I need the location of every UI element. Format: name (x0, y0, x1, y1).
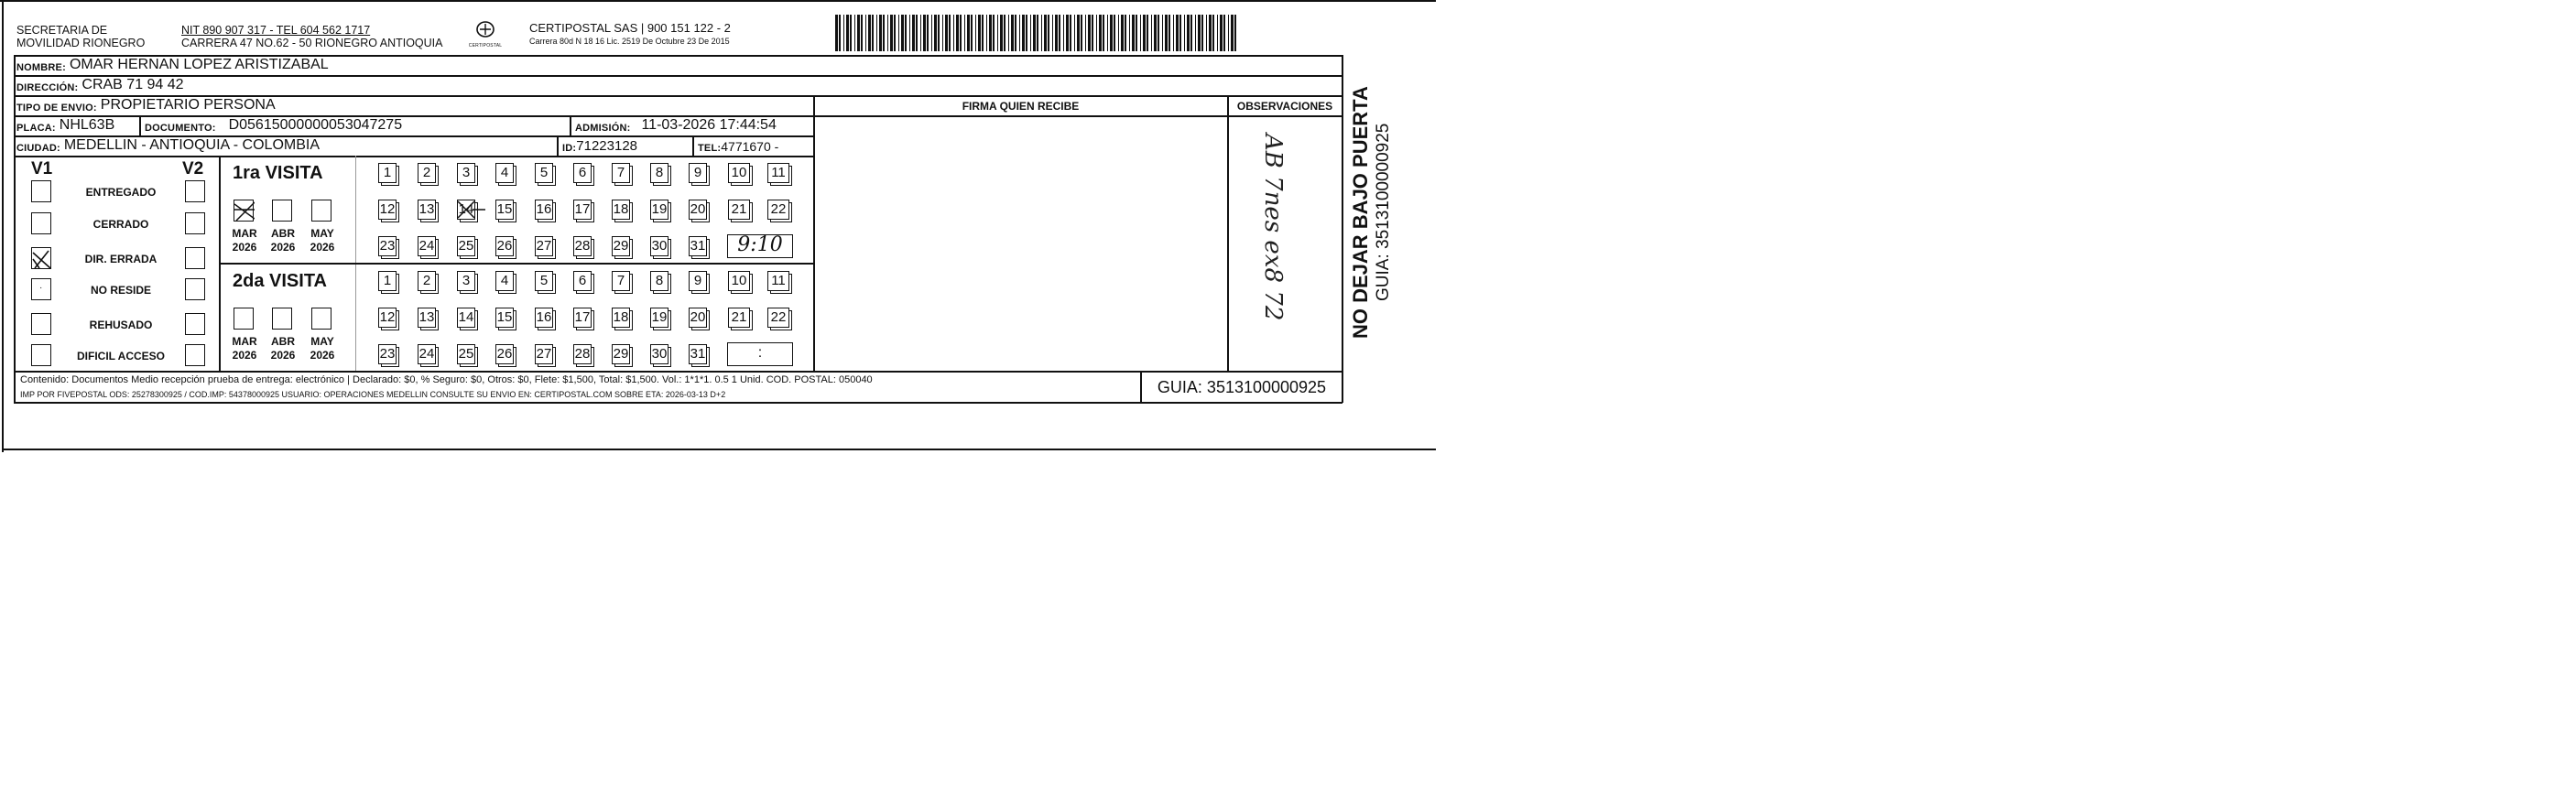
barcode-bar (1022, 15, 1025, 51)
day-box[interactable]: 24 (418, 344, 436, 364)
v2-checkbox[interactable] (185, 344, 205, 366)
day-box[interactable]: 3 (457, 271, 475, 291)
tel-value: 4771670 - (721, 139, 779, 154)
first-visit-title: 1ra VISITA (233, 163, 323, 183)
barcode-bar (1136, 15, 1137, 51)
v2-label: V2 (182, 159, 204, 178)
barcode-bar (912, 15, 915, 51)
admision-value: 11-03-2026 17:44:54 (641, 117, 777, 133)
barcode-bar (850, 15, 852, 51)
barcode-bar (1132, 15, 1135, 51)
barcode-bar (1048, 15, 1049, 51)
barcode-bar (890, 15, 893, 51)
barcode-bar (942, 15, 943, 51)
footer-guia-sep (1140, 371, 1142, 402)
barcode-bar (956, 15, 959, 51)
barcode-bar (1052, 15, 1053, 51)
barcode-bar (887, 15, 888, 51)
col-firma-left (813, 95, 815, 371)
day-box[interactable]: 25 (457, 344, 475, 364)
barcode-bar (1041, 15, 1042, 51)
day-box[interactable]: 20 (689, 200, 707, 220)
day-box[interactable]: 16 (535, 308, 553, 328)
month-checkbox[interactable] (272, 308, 292, 330)
check-mark-icon (32, 248, 52, 270)
row-line-1 (14, 75, 1342, 77)
barcode-bar (909, 15, 910, 51)
barcode-bar (1000, 15, 1003, 51)
barcode-bar (1085, 15, 1086, 51)
barcode-bar (971, 15, 973, 51)
barcode-bar (1055, 15, 1058, 51)
barcode-bar (1077, 15, 1080, 51)
admision-row (575, 117, 777, 134)
day-box[interactable]: 15 (495, 308, 514, 328)
company-info (529, 22, 731, 47)
ciudad-value: MEDELLIN - ANTIOQUIA - COLOMBIA (63, 137, 321, 153)
barcode-bar (894, 15, 896, 51)
barcode-bar (1074, 15, 1075, 51)
day-box[interactable]: 3 (457, 163, 475, 183)
barcode-bar (1195, 15, 1196, 51)
year-label: 2026 (310, 349, 335, 362)
barcode-bar (1015, 15, 1016, 51)
barcode-bar (1110, 15, 1113, 51)
table-bottom (14, 402, 1342, 404)
day-box[interactable]: 13 (418, 308, 436, 328)
id-row (562, 137, 637, 154)
day-box[interactable]: 10 (728, 271, 750, 291)
day-box[interactable]: 1 (378, 163, 397, 183)
certipostal-logo (465, 20, 505, 51)
barcode-bar (1081, 15, 1082, 51)
day-box[interactable]: 4 (495, 163, 514, 183)
barcode-bar (1147, 15, 1148, 51)
day-box[interactable]: 6 (573, 163, 592, 183)
barcode-bar (1033, 15, 1036, 51)
day-box[interactable]: 12 (378, 308, 397, 328)
frame-left (2, 0, 4, 452)
day-box[interactable]: 25 (457, 236, 475, 256)
day-box[interactable]: 18 (612, 200, 630, 220)
day-box[interactable]: 20 (689, 308, 707, 328)
day-box[interactable]: 5 (535, 163, 553, 183)
barcode-bar (1011, 15, 1014, 51)
v1-label: V1 (31, 159, 53, 178)
barcode-bar (1162, 15, 1163, 51)
barcode-bar (839, 15, 841, 51)
barcode-bar (1220, 15, 1223, 51)
day-box[interactable]: 28 (573, 236, 592, 256)
barcode-bar (898, 15, 899, 51)
tipo-label: TIPO DE ENVIO: (16, 103, 97, 114)
sep-tel (692, 135, 694, 156)
col-obs-left (1227, 95, 1229, 371)
sep-admision (570, 115, 571, 135)
status-label: DIFICIL ACCESO (76, 350, 165, 362)
ciudad-row (16, 137, 320, 154)
placa-row (16, 117, 114, 134)
barcode-bar (989, 15, 992, 51)
nombre-label: NOMBRE: (16, 62, 66, 73)
day-box[interactable]: 7 (612, 271, 630, 291)
barcode-bar (1030, 15, 1031, 51)
row-line-5 (14, 156, 813, 157)
barcode (835, 15, 1242, 51)
day-box[interactable]: 8 (650, 271, 668, 291)
admision-label: ADMISIÓN: (575, 123, 631, 134)
barcode-bar (1201, 15, 1203, 51)
day-box[interactable]: 27 (535, 236, 553, 256)
barcode-bar (854, 15, 855, 51)
year-label: 2026 (310, 241, 335, 254)
day-box[interactable]: 4 (495, 271, 514, 291)
tipo-row (16, 97, 276, 114)
barcode-bar (1231, 15, 1234, 51)
cross-mark-icon (234, 200, 255, 222)
barcode-bar (857, 15, 860, 51)
barcode-bar (1154, 15, 1157, 51)
org-line1: SECRETARIA DE (16, 24, 108, 37)
day-box[interactable]: 8 (650, 163, 668, 183)
side-guia: GUIA: 3513100000925 (1374, 123, 1393, 302)
day-box[interactable]: 11 (767, 271, 789, 291)
day-box[interactable]: 22 (767, 308, 789, 328)
year-label: 2026 (232, 349, 257, 362)
day-box[interactable]: 22 (767, 200, 789, 220)
id-value: 71223128 (576, 138, 638, 154)
barcode-bar (1212, 15, 1214, 51)
day-box[interactable]: 6 (573, 271, 592, 291)
year-label: 2026 (232, 241, 257, 254)
barcode-bar (1228, 15, 1229, 51)
v2-checkbox[interactable] (185, 180, 205, 202)
barcode-bar (927, 15, 929, 51)
status-label: REHUSADO (89, 319, 153, 331)
placa-label: PLACA: (16, 123, 56, 134)
barcode-bar (861, 15, 863, 51)
barcode-bar (982, 15, 984, 51)
address-line: CARRERA 47 NO.62 - 50 RIONEGRO ANTIOQUIA (181, 37, 443, 49)
tel-row (698, 137, 778, 154)
visit-divider (219, 263, 813, 265)
logo-icon (475, 20, 495, 38)
frame-bottom (2, 449, 1436, 450)
day-box[interactable]: 10 (728, 163, 750, 183)
documento-value: D05615000000053047275 (228, 117, 403, 133)
footer-guia: GUIA: 3513100000925 (1157, 378, 1327, 396)
day-box[interactable]: 17 (573, 200, 592, 220)
org-name (16, 24, 145, 49)
day-box[interactable]: 29 (612, 236, 630, 256)
v1-checkbox[interactable] (31, 180, 51, 202)
v1-checkbox[interactable] (31, 247, 51, 269)
time-box[interactable]: : (727, 342, 793, 366)
barcode-bar (916, 15, 918, 51)
barcode-bar (1107, 15, 1108, 51)
barcode-bar (1004, 15, 1005, 51)
day-box[interactable]: 28 (573, 344, 592, 364)
barcode-bar (1063, 15, 1064, 51)
row-line-header (813, 115, 1342, 117)
v1-checkbox[interactable] (31, 212, 51, 234)
barcode-bar (1165, 15, 1168, 51)
barcode-bar (876, 15, 877, 51)
day-box[interactable]: 24 (418, 236, 436, 256)
barcode-bar (978, 15, 981, 51)
dot-mark-icon: · (39, 283, 43, 293)
nombre-row (16, 57, 329, 73)
barcode-bar (1173, 15, 1174, 51)
barcode-bar (975, 15, 976, 51)
nombre-value: OMAR HERNAN LOPEZ ARISTIZABAL (69, 57, 329, 72)
tel-label: TEL: (698, 143, 722, 154)
day-box[interactable]: 21 (728, 200, 750, 220)
barcode-bar (865, 15, 866, 51)
license-line: Carrera 80d N 18 16 Lic. 2519 De Octubre 23 De 2015 (529, 37, 730, 46)
day-box[interactable]: 30 (650, 344, 668, 364)
barcode-bar (960, 15, 962, 51)
placa-value: NHL63B (59, 117, 115, 133)
barcode-bar (1066, 15, 1069, 51)
day-box[interactable]: 23 (378, 344, 397, 364)
v1-checkbox[interactable] (31, 313, 51, 335)
status-label: DIR. ERRADA (84, 253, 158, 265)
day-box[interactable]: 9 (689, 271, 707, 291)
barcode-bar (953, 15, 954, 51)
barcode-bar (1179, 15, 1181, 51)
barcode-bar (1176, 15, 1179, 51)
day-box[interactable]: 27 (535, 344, 553, 364)
day-box[interactable]: 29 (612, 344, 630, 364)
day-box[interactable]: 19 (650, 200, 668, 220)
footer-contenido: Contenido: Documentos Medio recepción prueba de entrega: electrónico | Declarado: $0, % Seguro: $0, Otros: $0, Flete: $1,500, Total: $1,500. Vol.: 1*1*1. 0.5 1 Unid. COD. POSTAL: 050040 (20, 374, 873, 385)
month-checkbox[interactable] (311, 308, 332, 330)
barcode-bar (997, 15, 998, 51)
month-label: MAR (232, 227, 257, 240)
barcode-bar (1190, 15, 1192, 51)
v1-checkbox[interactable] (31, 278, 51, 300)
table-left (14, 55, 16, 403)
year-label: 2026 (270, 349, 296, 362)
barcode-bar (1129, 15, 1130, 51)
month-label: ABR (271, 335, 295, 348)
month-checkbox[interactable] (234, 200, 254, 222)
day-box[interactable]: 11 (767, 163, 789, 183)
barcode-bar (905, 15, 907, 51)
barcode-bar (993, 15, 995, 51)
v2-checkbox[interactable] (185, 278, 205, 300)
sep-id (557, 135, 559, 156)
day-box[interactable]: 26 (495, 236, 514, 256)
barcode-bar (1092, 15, 1093, 51)
month-label: MAY (310, 227, 334, 240)
month-label: ABR (271, 227, 295, 240)
barcode-bar (931, 15, 932, 51)
barcode-bar (901, 15, 904, 51)
barcode-bar (1187, 15, 1190, 51)
day-box[interactable]: 14 (457, 308, 475, 328)
day-box[interactable]: 31 (689, 344, 707, 364)
barcode-bar (938, 15, 940, 51)
barcode-bar (1158, 15, 1159, 51)
day-box[interactable]: 2 (418, 163, 436, 183)
footer-imp: IMP POR FIVEPOSTAL ODS: 25278300925 / COD.IMP: 54378000925 USUARIO: OPERACIONES MEDELLIN CONSULTE SU ENVIO EN: CERTIPOSTAL.COM SOBRE ETA: 2026-03-13 D+2 (20, 390, 726, 399)
day-box[interactable]: 18 (612, 308, 630, 328)
day-box[interactable]: 7 (612, 163, 630, 183)
barcode-bar (1059, 15, 1060, 51)
firma-header: FIRMA QUIEN RECIBE (962, 100, 1080, 113)
barcode-bar (964, 15, 965, 51)
v1-checkbox[interactable] (31, 344, 51, 366)
direccion-value: CRAB 71 94 42 (82, 77, 184, 92)
day-box[interactable]: 2 (418, 271, 436, 291)
company-line: CERTIPOSTAL SAS | 900 151 122 - 2 (529, 21, 731, 35)
barcode-bar (949, 15, 951, 51)
barcode-bar (1206, 15, 1207, 51)
documento-row (145, 117, 402, 134)
day-box[interactable]: 21 (728, 308, 750, 328)
logo-text: CERTIPOSTAL (468, 43, 503, 49)
barcode-bar (1168, 15, 1170, 51)
v2-checkbox[interactable] (185, 212, 205, 234)
barcode-bar (1198, 15, 1201, 51)
barcode-bar (945, 15, 948, 51)
second-visit-title: 2da VISITA (233, 271, 327, 291)
month-label: MAR (232, 335, 257, 348)
barcode-bar (1096, 15, 1097, 51)
barcode-bar (1088, 15, 1091, 51)
barcode-bar (967, 15, 970, 51)
id-label: ID: (562, 143, 577, 154)
day-box[interactable]: 23 (378, 236, 397, 256)
status-label: NO RESIDE (90, 284, 151, 297)
table-right (1342, 55, 1343, 403)
sep-placa (139, 115, 141, 135)
day-box[interactable]: 5 (535, 271, 553, 291)
barcode-bar (1008, 15, 1009, 51)
barcode-bar (1070, 15, 1071, 51)
v2-checkbox[interactable] (185, 313, 205, 335)
direccion-label: DIRECCIÓN: (16, 82, 79, 93)
day-box[interactable]: 15 (495, 200, 514, 220)
barcode-bar (1234, 15, 1236, 51)
month-checkbox[interactable] (272, 200, 292, 222)
day-box[interactable]: 26 (495, 344, 514, 364)
barcode-bar (1223, 15, 1225, 51)
barcode-bar (1099, 15, 1102, 51)
barcode-bar (923, 15, 926, 51)
barcode-bar (1037, 15, 1038, 51)
barcode-bar (883, 15, 885, 51)
ciudad-label: CIUDAD: (16, 143, 60, 154)
day-box[interactable]: 1 (378, 271, 397, 291)
barcode-bar (1044, 15, 1047, 51)
barcode-bar (872, 15, 874, 51)
barcode-bar (879, 15, 882, 51)
barcode-bar (843, 15, 844, 51)
barcode-bar (1125, 15, 1126, 51)
barcode-bar (1026, 15, 1027, 51)
barcode-bar (1209, 15, 1212, 51)
barcode-bar (868, 15, 871, 51)
org-line2: MOVILIDAD RIONEGRO (16, 37, 146, 49)
observaciones-header: OBSERVACIONES (1236, 100, 1333, 113)
day-box[interactable]: 30 (650, 236, 668, 256)
day-box[interactable]: 13 (418, 200, 436, 220)
barcode-bar (1151, 15, 1152, 51)
nit-line: NIT 890 907 317 - TEL 604 562 1717 (181, 24, 371, 37)
month-checkbox[interactable] (234, 308, 254, 330)
barcode-bar (1114, 15, 1115, 51)
month-checkbox[interactable] (311, 200, 332, 222)
barcode-bar (1143, 15, 1146, 51)
barcode-bar (920, 15, 921, 51)
day-box[interactable]: 16 (535, 200, 553, 220)
handwritten-observation: AB 7nes ex8 72 (1259, 134, 1287, 321)
time-box[interactable]: 9:10 (727, 234, 793, 258)
day-box[interactable]: 14 (457, 200, 475, 220)
barcode-bar (1217, 15, 1218, 51)
month-label: MAY (310, 335, 334, 348)
org-contact (181, 24, 443, 49)
barcode-bar (1121, 15, 1124, 51)
day-box[interactable]: 17 (573, 308, 592, 328)
barcode-bar (835, 15, 838, 51)
barcode-bar (846, 15, 849, 51)
tipo-value: PROPIETARIO PERSONA (100, 97, 276, 113)
frame-top (0, 0, 1436, 2)
barcode-bar (1184, 15, 1185, 51)
barcode-bar (986, 15, 987, 51)
day-box[interactable]: 12 (378, 200, 397, 220)
barcode-bar (1103, 15, 1104, 51)
day-box[interactable]: 9 (689, 163, 707, 183)
barcode-bar (1019, 15, 1020, 51)
direccion-row (16, 77, 184, 93)
status-label: ENTREGADO (85, 186, 157, 199)
documento-label: DOCUMENTO: (145, 123, 216, 134)
footer-top (14, 371, 1342, 373)
side-warning: NO DEJAR BAJO PUERTA (1349, 86, 1372, 339)
barcode-bar (1118, 15, 1119, 51)
day-box[interactable]: 19 (650, 308, 668, 328)
year-label: 2026 (270, 241, 296, 254)
status-label: CERRADO (92, 218, 149, 231)
day-box[interactable]: 31 (689, 236, 707, 256)
barcode-bar (1140, 15, 1141, 51)
v2-checkbox[interactable] (185, 247, 205, 269)
barcode-bar (934, 15, 937, 51)
